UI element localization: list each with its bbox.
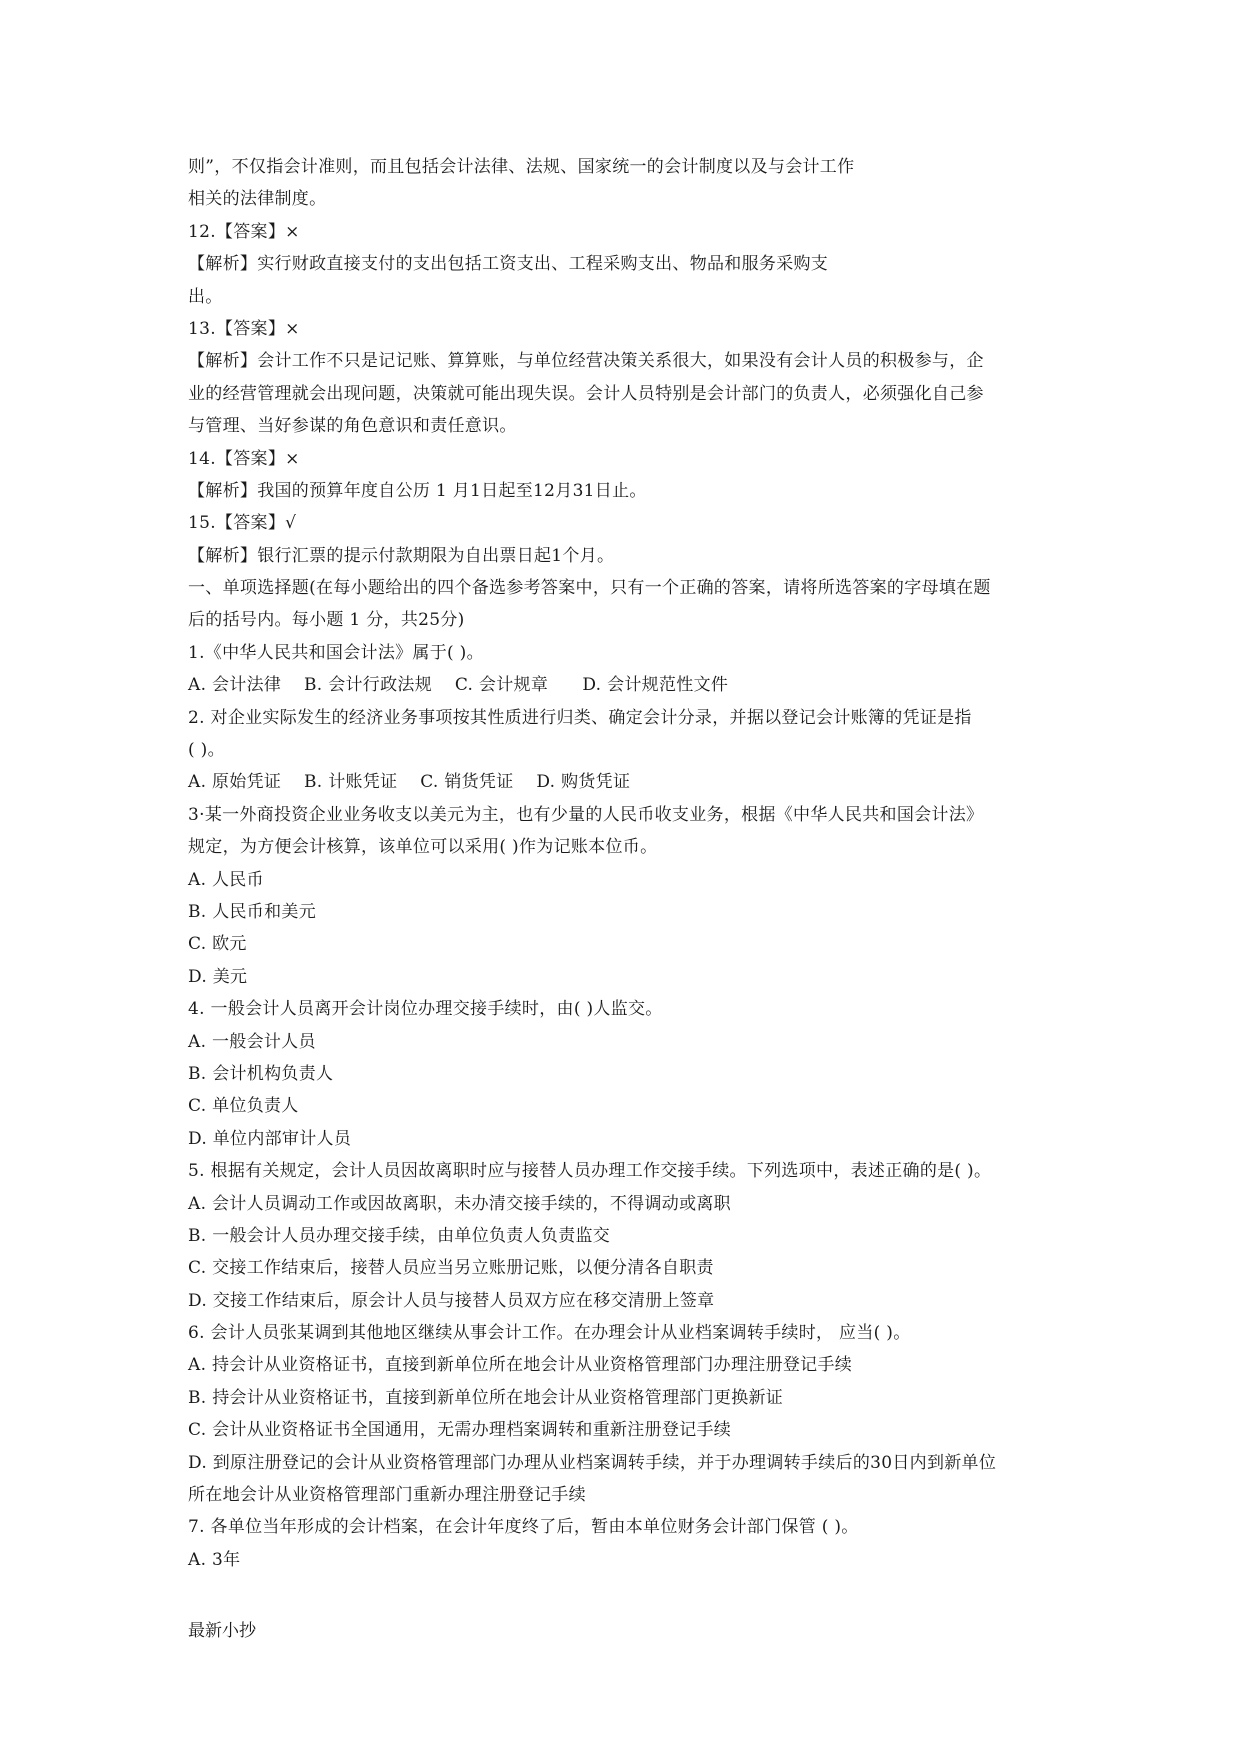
text-line: D. 单位内部审计人员	[188, 1128, 352, 1149]
text-line: 6. 会计人员张某调到其他地区继续从事会计工作。在办理会计从业档案调转手续时， 应当( )。	[188, 1323, 911, 1344]
text-line: 13.【答案】×	[188, 318, 300, 339]
text-line: 【解析】实行财政直接支付的支出包括工资支出、工程采购支出、物品和服务采购支	[188, 254, 829, 275]
text-line: 出。	[188, 286, 223, 307]
text-line: ( )。	[188, 740, 225, 761]
text-line: A. 3年	[188, 1549, 241, 1570]
text-line: D. 交接工作结束后，原会计人员与接替人员双方应在移交清册上签章	[188, 1290, 715, 1311]
text-line: 4. 一般会计人员离开会计岗位办理交接手续时，由( )人监交。	[188, 999, 663, 1020]
text-line: 15.【答案】√	[188, 513, 297, 534]
text-line: C. 交接工作结束后，接替人员应当另立账册记账，以便分清各自职责	[188, 1258, 714, 1279]
text-line: B. 一般会计人员办理交接手续，由单位负责人负责监交	[188, 1225, 611, 1246]
text-line: D. 到原注册登记的会计从业资格管理部门办理从业档案调转手续，并于办理调转手续后的30日内到新单位	[188, 1452, 997, 1473]
text-line: A. 原始凭证 B. 计账凭证 C. 销货凭证 D. 购货凭证	[188, 772, 631, 793]
text-line: A. 会计人员调动工作或因故离职，未办清交接手续的，不得调动或离职	[188, 1193, 731, 1214]
text-line: 14.【答案】×	[188, 448, 300, 469]
text-line: 则”，不仅指会计准则，而且包括会计法律、法规、国家统一的会计制度以及与会计工作	[188, 157, 855, 177]
text-line: 【解析】银行汇票的提示付款期限为自出票日起1个月。	[188, 545, 615, 566]
text-line: 5. 根据有关规定，会计人员因故离职时应与接替人员办理工作交接手续。下列选项中，表述正确的是( )。	[188, 1161, 992, 1182]
document-body	[188, 151, 1068, 1576]
text-line: 2. 对企业实际发生的经济业务事项按其性质进行归类、确定会计分录，并据以登记会计账簿的凭证是指	[188, 707, 972, 728]
text-line: 与管理、当好参谋的角色意识和责任意识。	[188, 416, 517, 437]
text-line: A. 人民币	[188, 869, 264, 890]
text-line: 后的括号内。每小题 1 分，共25分)	[188, 610, 465, 631]
text-line: 7. 各单位当年形成的会计档案，在会计年度终了后，暂由本单位财务会计部门保管 ( )。	[188, 1517, 859, 1538]
text-line: B. 会计机构负责人	[188, 1063, 334, 1084]
text-line: 相关的法律制度。	[188, 189, 327, 210]
text-line: 1.《中华人民共和国会计法》属于( )。	[188, 642, 484, 663]
text-line: C. 会计从业资格证书全国通用，无需办理档案调转和重新注册登记手续	[188, 1420, 732, 1441]
text-line: A. 会计法律 B. 会计行政法规 C. 会计规章 D. 会计规范性文件	[188, 675, 729, 696]
text-line: 12.【答案】×	[188, 221, 300, 242]
text-line: 一、单项选择题(在每小题给出的四个备选参考答案中，只有一个正确的答案，请将所选答案的字母填在题	[188, 578, 991, 599]
text-line: B. 持会计从业资格证书，直接到新单位所在地会计从业资格管理部门更换新证	[188, 1387, 784, 1408]
text-line: 所在地会计从业资格管理部门重新办理注册登记手续	[188, 1485, 586, 1506]
text-line: 规定，为方便会计核算，该单位可以采用( )作为记账本位币。	[188, 837, 658, 858]
text-line: 业的经营管理就会出现问题，决策就可能出现失误。会计人员特别是会计部门的负责人，必须强化自己参	[188, 383, 984, 404]
text-line: A. 持会计从业资格证书，直接到新单位所在地会计从业资格管理部门办理注册登记手续	[188, 1355, 853, 1376]
text-line: D. 美元	[188, 966, 248, 987]
text-line: C. 欧元	[188, 934, 247, 955]
text-line: 3·某一外商投资企业业务收支以美元为主，也有少量的人民币收支业务，根据《中华人民共和国会计法》	[188, 804, 984, 825]
text-line: 【解析】会计工作不只是记记账、算算账，与单位经营决策关系很大，如果没有会计人员的积极参与，企	[188, 351, 984, 372]
text-line: B. 人民币和美元	[188, 901, 316, 922]
text-line: C. 单位负责人	[188, 1096, 299, 1117]
page-footer: 最新小抄	[188, 1621, 256, 1641]
text-line: A. 一般会计人员	[188, 1031, 316, 1052]
text-line: 【解析】我国的预算年度自公历 1 月1日起至12月31日止。	[188, 480, 647, 501]
